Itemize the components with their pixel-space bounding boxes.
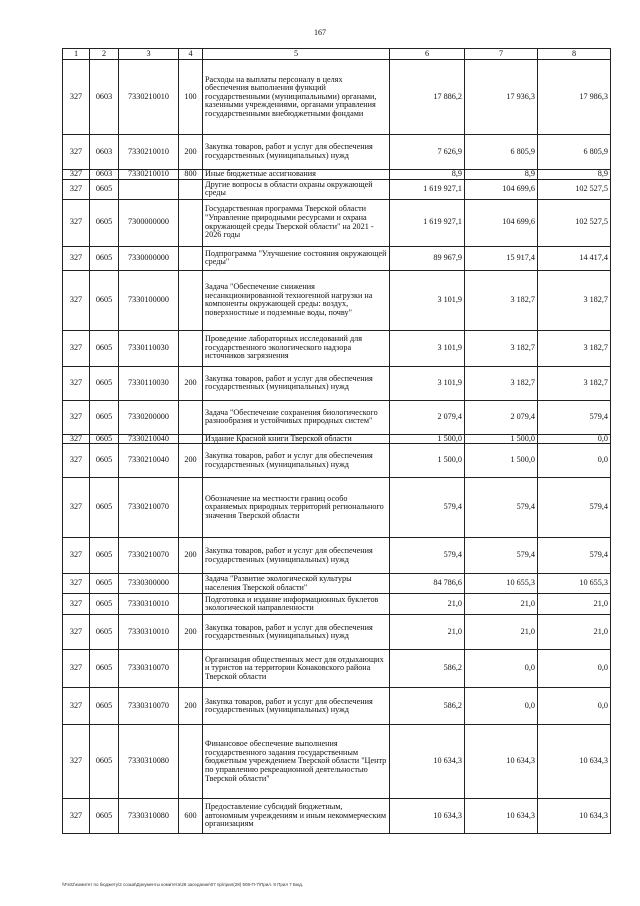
row-expense-type-cell: [179, 478, 203, 538]
row-code-cell: 327: [63, 170, 90, 180]
row-section-cell: 0605: [90, 574, 119, 594]
row-description-cell: Другие вопросы в области охраны окружающей среды: [203, 179, 390, 199]
row-expense-type-cell: 200: [179, 444, 203, 478]
row-value-2022-cell: 579,4: [390, 538, 465, 574]
row-value-2022-cell: 3 101,9: [390, 330, 465, 366]
row-value-2024-cell: 0,0: [538, 688, 611, 725]
row-value-2024-cell: 10 634,3: [538, 725, 611, 799]
row-expense-type-cell: [179, 594, 203, 615]
row-section-cell: 0605: [90, 434, 119, 444]
row-expense-type-cell: 200: [179, 135, 203, 170]
row-value-2023-cell: 17 936,3: [465, 60, 538, 135]
row-expense-type-cell: [179, 246, 203, 270]
row-expense-type-cell: [179, 725, 203, 799]
row-description-cell: Закупка товаров, работ и услуг для обеспечения государственных (муниципальных) нужд: [203, 444, 390, 478]
row-description-cell: Задача "Обеспечение сохранения биологического разнообразия и устойчивых природных систем": [203, 400, 390, 434]
row-section-cell: 0605: [90, 478, 119, 538]
table-row: [63, 366, 611, 400]
row-section-cell: 0605: [90, 400, 119, 434]
row-value-2024-cell: 579,4: [538, 478, 611, 538]
row-value-2024-cell: 102 527,5: [538, 179, 611, 199]
table-row: [63, 135, 611, 170]
row-description-cell: Расходы на выплаты персоналу в целях обеспечения выполнения функций государственными (муниципальными) органами, казенными учреждениями, органами управления государственными внебюджетными фондами: [203, 60, 390, 135]
row-code-cell: 327: [63, 615, 90, 650]
row-expense-type-cell: 200: [179, 615, 203, 650]
row-value-2024-cell: 17 986,3: [538, 60, 611, 135]
row-target-cell: 7330210010: [119, 170, 179, 180]
row-value-2024-cell: 21,0: [538, 594, 611, 615]
row-value-2022-cell: 10 634,3: [390, 725, 465, 799]
column-header: 2: [90, 49, 119, 60]
row-expense-type-cell: [179, 199, 203, 246]
row-value-2023-cell: 3 182,7: [465, 366, 538, 400]
row-value-2023-cell: 0,0: [465, 650, 538, 688]
row-description-cell: Задача "Развитие экологической культуры населения Тверской области": [203, 574, 390, 594]
row-target-cell: 7330200000: [119, 400, 179, 434]
row-code-cell: 327: [63, 270, 90, 330]
row-value-2023-cell: 10 655,3: [465, 574, 538, 594]
row-expense-type-cell: [179, 400, 203, 434]
row-value-2024-cell: 10 655,3: [538, 574, 611, 594]
row-section-cell: 0603: [90, 60, 119, 135]
row-value-2023-cell: 3 182,7: [465, 330, 538, 366]
row-target-cell: 7330310010: [119, 594, 179, 615]
row-code-cell: 327: [63, 199, 90, 246]
row-value-2022-cell: 21,0: [390, 594, 465, 615]
row-code-cell: 327: [63, 478, 90, 538]
row-target-cell: 7330310010: [119, 615, 179, 650]
column-header: 4: [179, 49, 203, 60]
row-value-2023-cell: 6 805,9: [465, 135, 538, 170]
row-expense-type-cell: [179, 179, 203, 199]
row-value-2022-cell: 3 101,9: [390, 366, 465, 400]
column-header: 6: [390, 49, 465, 60]
column-header: 8: [538, 49, 611, 60]
row-expense-type-cell: 200: [179, 688, 203, 725]
row-target-cell: 7330210040: [119, 444, 179, 478]
row-description-cell: Издание Красной книги Тверской области: [203, 434, 390, 444]
row-description-cell: Организация общественных мест для отдыхающих и туристов на территории Конаковского района Тверской области: [203, 650, 390, 688]
row-value-2024-cell: 102 527,5: [538, 199, 611, 246]
row-value-2022-cell: 586,2: [390, 650, 465, 688]
row-value-2023-cell: 10 634,3: [465, 725, 538, 799]
row-code-cell: 327: [63, 60, 90, 135]
footer-file-path: \\Fs02\комитет по бюджету\2 созыв\Документы комитета\28 заседание\07 пр\прил(28) 508-П-7\Прил. 8 Прил 7 Бюд.: [62, 882, 304, 887]
table-row: [63, 270, 611, 330]
row-expense-type-cell: 200: [179, 366, 203, 400]
row-value-2022-cell: 21,0: [390, 615, 465, 650]
row-target-cell: 7330000000: [119, 246, 179, 270]
row-value-2022-cell: 1 500,0: [390, 444, 465, 478]
row-target-cell: 7330310070: [119, 650, 179, 688]
row-value-2024-cell: 10 634,3: [538, 799, 611, 834]
row-target-cell: 7330210070: [119, 538, 179, 574]
row-target-cell: [119, 179, 179, 199]
row-description-cell: Задача "Обеспечение снижения несанкционированной техногенной нагрузки на компоненты окружающей среды: воздух, поверхностные и подземные воды, почву": [203, 270, 390, 330]
row-target-cell: 7330110030: [119, 330, 179, 366]
row-value-2022-cell: 3 101,9: [390, 270, 465, 330]
table-row: [63, 594, 611, 615]
row-section-cell: 0605: [90, 366, 119, 400]
row-value-2024-cell: 0,0: [538, 650, 611, 688]
table-header-row: [63, 49, 611, 60]
row-target-cell: 7330310070: [119, 688, 179, 725]
table-row: [63, 330, 611, 366]
row-value-2023-cell: 579,4: [465, 538, 538, 574]
row-target-cell: 7330110030: [119, 366, 179, 400]
row-value-2024-cell: 6 805,9: [538, 135, 611, 170]
row-description-cell: Финансовое обеспечение выполнения государственного задания государственным бюджетным учреждением Тверской области "Центр по управлению рекреационной деятельностью Тверской области": [203, 725, 390, 799]
row-value-2023-cell: 21,0: [465, 615, 538, 650]
page-number: 167: [314, 28, 326, 37]
row-target-cell: 7300000000: [119, 199, 179, 246]
row-description-cell: Закупка товаров, работ и услуг для обеспечения государственных (муниципальных) нужд: [203, 538, 390, 574]
row-target-cell: 7330310080: [119, 725, 179, 799]
row-value-2022-cell: 1 619 927,1: [390, 199, 465, 246]
row-code-cell: 327: [63, 574, 90, 594]
row-section-cell: 0603: [90, 135, 119, 170]
row-description-cell: Закупка товаров, работ и услуг для обеспечения государственных (муниципальных) нужд: [203, 615, 390, 650]
row-value-2023-cell: 10 634,3: [465, 799, 538, 834]
row-expense-type-cell: [179, 650, 203, 688]
row-target-cell: 7330100000: [119, 270, 179, 330]
row-value-2022-cell: 10 634,3: [390, 799, 465, 834]
row-value-2022-cell: 8,9: [390, 170, 465, 180]
row-value-2024-cell: 0,0: [538, 444, 611, 478]
table-row: [63, 650, 611, 688]
row-code-cell: 327: [63, 246, 90, 270]
row-section-cell: 0605: [90, 594, 119, 615]
row-section-cell: 0605: [90, 615, 119, 650]
row-section-cell: 0605: [90, 538, 119, 574]
row-value-2023-cell: 21,0: [465, 594, 538, 615]
row-description-cell: Закупка товаров, работ и услуг для обеспечения государственных (муниципальных) нужд: [203, 135, 390, 170]
table-row: [63, 170, 611, 180]
table-row: [63, 400, 611, 434]
row-code-cell: 327: [63, 594, 90, 615]
row-code-cell: 327: [63, 179, 90, 199]
row-section-cell: 0603: [90, 170, 119, 180]
column-header: 3: [119, 49, 179, 60]
row-value-2023-cell: 3 182,7: [465, 270, 538, 330]
table-row: [63, 246, 611, 270]
row-expense-type-cell: 200: [179, 538, 203, 574]
row-code-cell: 327: [63, 725, 90, 799]
row-target-cell: 7330210040: [119, 434, 179, 444]
row-value-2023-cell: 1 500,0: [465, 434, 538, 444]
row-value-2022-cell: 89 967,9: [390, 246, 465, 270]
table-row: [63, 574, 611, 594]
row-value-2024-cell: 0,0: [538, 434, 611, 444]
row-description-cell: Обозначение на местности границ особо охраняемых природных территорий регионального значения Тверской области: [203, 478, 390, 538]
row-section-cell: 0605: [90, 330, 119, 366]
row-description-cell: Проведение лабораторных исследований для государственного экологического надзора источников загрязнения: [203, 330, 390, 366]
table-row: [63, 478, 611, 538]
row-section-cell: 0605: [90, 444, 119, 478]
row-description-cell: Закупка товаров, работ и услуг для обеспечения государственных (муниципальных) нужд: [203, 366, 390, 400]
row-value-2023-cell: 8,9: [465, 170, 538, 180]
column-header: 7: [465, 49, 538, 60]
table-row: [63, 799, 611, 834]
row-code-cell: 327: [63, 434, 90, 444]
row-target-cell: 7330300000: [119, 574, 179, 594]
row-code-cell: 327: [63, 135, 90, 170]
row-code-cell: 327: [63, 444, 90, 478]
row-value-2023-cell: 579,4: [465, 478, 538, 538]
budget-table: [62, 48, 611, 834]
row-section-cell: 0605: [90, 725, 119, 799]
row-expense-type-cell: [179, 330, 203, 366]
table-row: [63, 199, 611, 246]
row-target-cell: 7330210010: [119, 135, 179, 170]
row-section-cell: 0605: [90, 688, 119, 725]
row-expense-type-cell: 100: [179, 60, 203, 135]
row-value-2024-cell: 8,9: [538, 170, 611, 180]
row-expense-type-cell: [179, 270, 203, 330]
row-expense-type-cell: [179, 434, 203, 444]
row-value-2024-cell: 14 417,4: [538, 246, 611, 270]
row-value-2024-cell: 579,4: [538, 400, 611, 434]
row-value-2022-cell: 1 500,0: [390, 434, 465, 444]
row-code-cell: 327: [63, 799, 90, 834]
row-value-2022-cell: 7 626,9: [390, 135, 465, 170]
row-code-cell: 327: [63, 400, 90, 434]
row-target-cell: 7330310080: [119, 799, 179, 834]
row-value-2023-cell: 15 917,4: [465, 246, 538, 270]
row-code-cell: 327: [63, 366, 90, 400]
row-value-2024-cell: 3 182,7: [538, 270, 611, 330]
row-target-cell: 7330210010: [119, 60, 179, 135]
row-value-2022-cell: 586,2: [390, 688, 465, 725]
column-header: 5: [203, 49, 390, 60]
table-row: [63, 179, 611, 199]
row-code-cell: 327: [63, 688, 90, 725]
row-code-cell: 327: [63, 650, 90, 688]
row-section-cell: 0605: [90, 270, 119, 330]
row-value-2022-cell: 84 786,6: [390, 574, 465, 594]
table-row: [63, 434, 611, 444]
row-description-cell: Подпрограмма "Улучшение состояния окружающей среды": [203, 246, 390, 270]
row-value-2022-cell: 1 619 927,1: [390, 179, 465, 199]
row-description-cell: Подготовка и издание информационных буклетов экологической направленности: [203, 594, 390, 615]
table-row: [63, 538, 611, 574]
table-row: [63, 60, 611, 135]
row-expense-type-cell: 800: [179, 170, 203, 180]
column-header: 1: [63, 49, 90, 60]
table-row: [63, 688, 611, 725]
row-value-2023-cell: 1 500,0: [465, 444, 538, 478]
row-section-cell: 0605: [90, 650, 119, 688]
row-section-cell: 0605: [90, 179, 119, 199]
row-expense-type-cell: 600: [179, 799, 203, 834]
row-code-cell: 327: [63, 330, 90, 366]
row-description-cell: Иные бюджетные ассигнования: [203, 170, 390, 180]
row-description-cell: Предоставление субсидий бюджетным, автономным учреждениям и иным некоммерческим организациям: [203, 799, 390, 834]
table-row: [63, 444, 611, 478]
row-description-cell: Закупка товаров, работ и услуг для обеспечения государственных (муниципальных) нужд: [203, 688, 390, 725]
row-value-2022-cell: 579,4: [390, 478, 465, 538]
row-value-2023-cell: 104 699,6: [465, 179, 538, 199]
row-description-cell: Государственная программа Тверской области "Управление природными ресурсами и охрана окружающей среды Тверской области" на 2021 - 2026 годы: [203, 199, 390, 246]
row-value-2024-cell: 3 182,7: [538, 366, 611, 400]
row-value-2023-cell: 104 699,6: [465, 199, 538, 246]
row-value-2023-cell: 0,0: [465, 688, 538, 725]
row-value-2024-cell: 3 182,7: [538, 330, 611, 366]
table-row: [63, 615, 611, 650]
row-value-2022-cell: 2 079,4: [390, 400, 465, 434]
row-code-cell: 327: [63, 538, 90, 574]
table-row: [63, 725, 611, 799]
row-value-2024-cell: 579,4: [538, 538, 611, 574]
row-value-2023-cell: 2 079,4: [465, 400, 538, 434]
row-value-2022-cell: 17 886,2: [390, 60, 465, 135]
row-target-cell: 7330210070: [119, 478, 179, 538]
row-value-2024-cell: 21,0: [538, 615, 611, 650]
row-section-cell: 0605: [90, 246, 119, 270]
row-section-cell: 0605: [90, 799, 119, 834]
row-section-cell: 0605: [90, 199, 119, 246]
row-expense-type-cell: [179, 574, 203, 594]
